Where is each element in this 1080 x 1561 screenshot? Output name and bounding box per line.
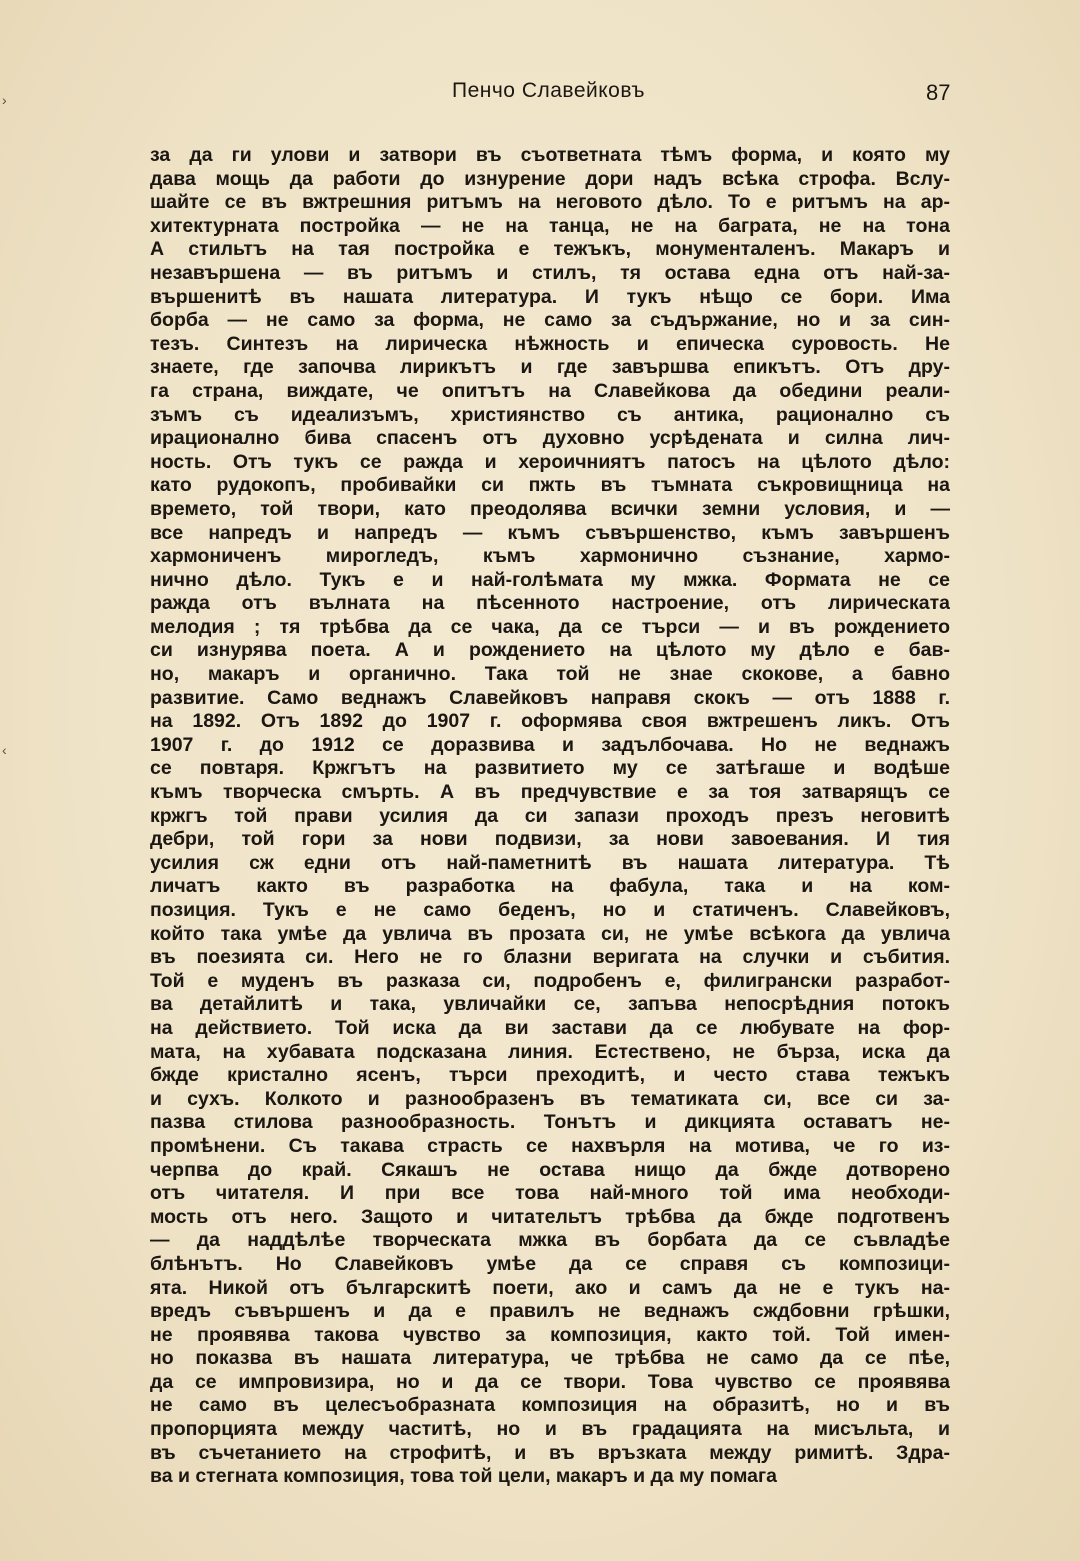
text-line: вършенитѣ въ нашата литература. И тукъ нѣщо се бори. Има — [150, 285, 950, 308]
text-line: позиция. Тукъ е не само беденъ, но и статиченъ. Славейковъ, — [150, 899, 950, 921]
text-line: зъмъ съ идеализъмъ, християнство съ антика, рационално съ — [150, 403, 950, 426]
page-edge-mark: › — [2, 92, 7, 108]
text-line: ность. Отъ тукъ се ражда и хероичниятъ патосъ на цѣлото дѣло: — [150, 450, 950, 473]
text-line: промѣнени. Съ такава страсть се нахвърля на мотива, че го из- — [150, 1134, 950, 1157]
page-header — [0, 76, 1080, 112]
text-line: черпва до край. Сякашъ не остава нищо да бжде дотворено — [150, 1158, 950, 1181]
body-text — [150, 144, 950, 1489]
text-line: да се импровизира, но и да се твори. Това чувство се проявява — [150, 1370, 950, 1393]
text-line: ражда отъ вълната на пѣсенното настроение, отъ лирическата — [150, 592, 950, 615]
text-line: отъ читателя. И при все това най-много той има необходи- — [150, 1182, 950, 1205]
text-line: га страна, виждате, че опитътъ на Славейкова да обедини реали- — [150, 379, 950, 402]
text-line: на действието. Той иска да ви застави да се любувате на фор- — [150, 1016, 950, 1039]
text-line: и сухъ. Колкото и разнообразенъ въ тематиката си, все си за- — [150, 1087, 950, 1110]
text-line: дебри, той гори за нови подвизи, за нови завоевания. И тия — [150, 828, 950, 851]
text-line: бжде кристално ясенъ, търси преходитѣ, и често става тежъкъ — [150, 1064, 950, 1087]
text-line: личатъ както въ разработка на фабула, така и на ком- — [150, 875, 950, 898]
text-line: борба — не само за форма, не само за съдържание, но и за син- — [150, 309, 950, 332]
text-line: не проявява такова чувство за композиция, както той. Той имен- — [150, 1323, 950, 1346]
text-line: пазва стилова разнообразность. Тонътъ и дикцията оставатъ не- — [150, 1111, 950, 1134]
text-line: къмъ творческа смърть. А въ предчувствие е за тоя затварящъ се — [150, 781, 950, 804]
text-line: мость отъ него. Защото и читательтъ трѣбва да бжде подготвенъ — [150, 1205, 950, 1228]
running-title: Пенчо Славейковъ — [452, 79, 645, 102]
text-line: мелодия ; тя трѣбва да се чака, да се търси — и въ рождението — [150, 615, 950, 638]
text-line: за да ги улови и затвори въ съответната тѣмъ форма, и която му — [150, 144, 950, 166]
text-line: ва детайлитѣ и така, увличайки се, запъва непосрѣдния потокъ — [150, 993, 950, 1016]
text-line: тезъ. Синтезъ на лирическа нѣжность и епическа суровость. Не — [150, 332, 950, 355]
text-line: не само въ целесъобразната композиция на образитѣ, но и въ — [150, 1394, 950, 1417]
page-number: 87 — [926, 80, 951, 105]
text-line: на 1892. Отъ 1892 до 1907 г. оформява своя вжтрешенъ ликъ. Отъ — [150, 710, 950, 733]
text-line: знаете, где започва лирикътъ и где завършва епикътъ. Отъ дру- — [150, 356, 950, 379]
text-line: си изнурява поета. А и рождението на цѣлото му дѣло е бав- — [150, 639, 950, 662]
text-line: пропорцията между частитѣ, но и въ градацията на мисъльта, и — [150, 1418, 950, 1441]
page-edge-mark: ‹ — [2, 742, 7, 758]
text-line: дава мощь да работи до изнурение дори надъ всѣка строфа. Вслу- — [150, 167, 950, 190]
text-line: незавършена — въ ритъмъ и стилъ, тя остава една отъ най-за- — [150, 261, 950, 284]
text-line: хитектурната постройка — не на танца, не на баграта, не на тона — [150, 214, 950, 237]
text-line: 1907 г. до 1912 се доразвива и задълбочава. Но не веднажъ — [150, 733, 950, 756]
text-line: който така умѣе да увлича въ прозата си, не умѣе всѣкога да увлича — [150, 922, 950, 945]
text-line: въ поезията си. Него не го блазни веригата на случки и събития. — [150, 946, 950, 969]
text-line: шайте се въ вжтрешния ритъмъ на неговото дѣло. То е ритъмъ на ар- — [150, 191, 950, 214]
text-line: усилия сж едни отъ най-паметнитѣ въ нашата литература. Тѣ — [150, 851, 950, 874]
text-line: се повтаря. Кржгътъ на развитието му се затѣгаше и водѣше — [150, 757, 950, 780]
text-line: Той е муденъ въ разказа си, подробенъ е, филигрански разработ- — [150, 969, 950, 992]
text-line: блѣнътъ. Но Славейковъ умѣе да се справя съ композици- — [150, 1252, 950, 1275]
text-line: хармониченъ мирогледъ, къмъ хармонично съзнание, хармо- — [150, 545, 950, 568]
text-line: ирационално бива спасенъ отъ духовно усрѣдената и силна лич- — [150, 427, 950, 450]
text-line: все напредъ и напредъ — къмъ съвършенство, къмъ завършенъ — [150, 521, 950, 544]
text-line: А стильтъ на тая постройка е тежъкъ, монументаленъ. Макаръ и — [150, 238, 950, 261]
text-line: мата, на хубавата подсказана линия. Естествено, не бърза, иска да — [150, 1040, 950, 1063]
text-line: кржгъ той прави усилия да си запази проходъ презъ неговитѣ — [150, 804, 950, 827]
text-line: като рудокопъ, пробивайки си пжть въ тъмната съкровищница на — [150, 474, 950, 497]
text-line: вредъ съвършенъ и да е правилъ не веднажъ сждбовни грѣшки, — [150, 1300, 950, 1323]
text-line: нично дѣло. Тукъ е и най-голѣмата му мжка. Формата не се — [150, 568, 950, 591]
text-line: — да наддѣлѣе творческата мжка въ борбата да се съвладѣе — [150, 1229, 950, 1252]
text-line: развитие. Само веднажъ Славейковъ направя скокъ — отъ 1888 г. — [150, 686, 950, 709]
text-line: въ съчетанието на строфитѣ, и въ връзката между римитѣ. Здра- — [150, 1441, 950, 1464]
text-line: ята. Никой отъ българскитѣ поети, ако и самъ да не е тукъ на- — [150, 1276, 950, 1299]
text-line: но показва въ нашата литература, че трѣбва не само да се пѣе, — [150, 1347, 950, 1370]
text-line: времето, той твори, като преодолява всички земни условия, и — — [150, 497, 950, 520]
text-line: но, макаръ и органично. Така той не знае скокове, а бавно — [150, 663, 950, 686]
text-line: ва и стегната композиция, това той цели, макаръ и да му помага — [150, 1465, 777, 1488]
